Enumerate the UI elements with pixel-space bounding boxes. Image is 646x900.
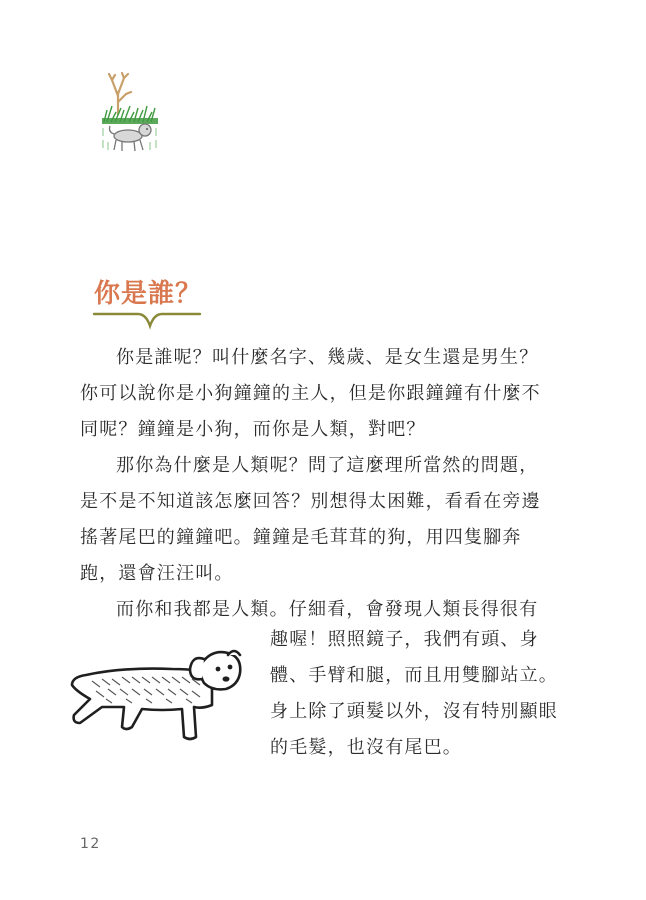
paragraph-3-first-line: 而你和我都是人類。仔細看，會發現人類長得很有 (116, 599, 539, 620)
section-title: 你是誰？ (94, 279, 203, 309)
monkey-in-grass-icon (98, 72, 164, 154)
dog-icon (62, 645, 242, 749)
paragraph-1: 你是誰呢？叫什麼名字、幾歲、是女生還是男生？你可以說你是小狗鐘鐘的主人，但是你跟鐘鐘有什麼不同呢？鐘鐘是小狗，而你是人類，對吧？ (80, 347, 541, 440)
section-heading (92, 276, 202, 336)
dog-illustration (62, 645, 242, 749)
paragraph-3-rest: 趣喔！照照鏡子，我們有頭、身體、手臂和腿，而且用雙腳站立。身上除了頭髮以外，沒有特別顯眼的毛髮，也沒有尾巴。 (270, 629, 558, 758)
title-underline (92, 310, 202, 332)
paragraph-2: 那你為什麼是人類呢？問了這麼理所當然的問題，是不是不知道該怎麼回答？別想得太困難，看看在旁邊搖著尾巴的鐘鐘吧。鐘鐘是毛茸茸的狗，用四隻腳奔跑，還會汪汪叫。 (80, 455, 541, 584)
monkey-in-grass-illustration (98, 72, 164, 154)
page-number: 12 (80, 836, 101, 852)
